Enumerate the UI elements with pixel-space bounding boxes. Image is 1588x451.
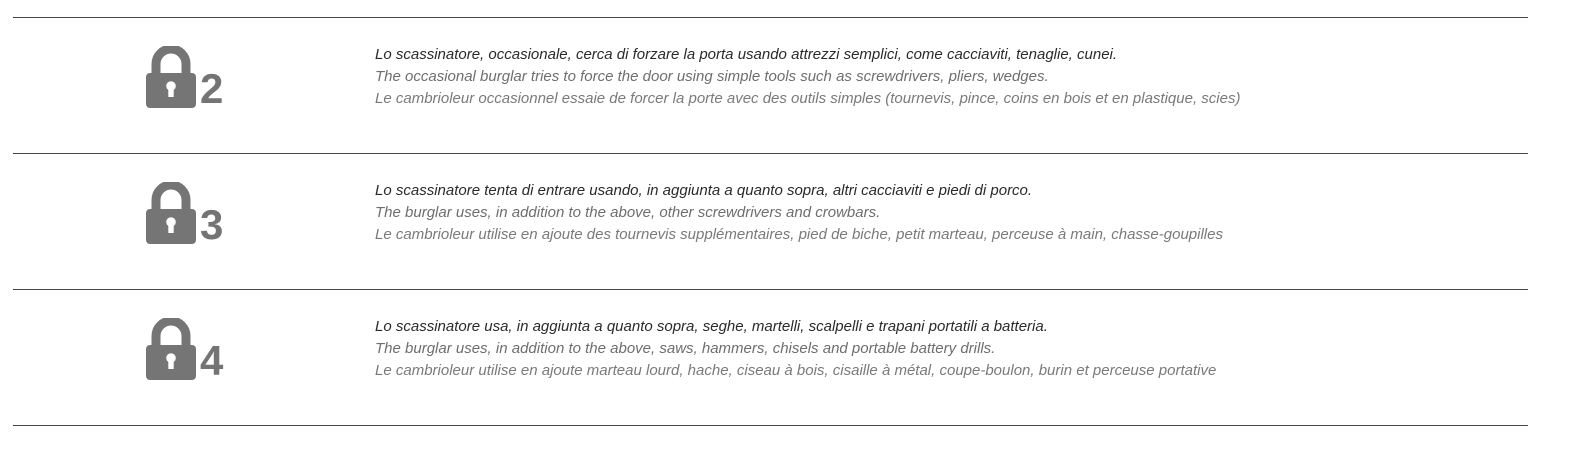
description-italian: Lo scassinatore usa, in aggiunta a quanto sopra, seghe, martelli, scalpelli e trapani portatili a batteria. [375, 318, 1048, 335]
description-block [375, 44, 1515, 110]
security-level-badge [146, 46, 256, 112]
security-level-row [13, 154, 1528, 290]
description-french: Le cambrioleur occasionnel essaie de forcer la porte avec des outils simples (tournevis, pince, coins en bois et en plastique, scies) [375, 90, 1241, 107]
description-italian: Lo scassinatore tenta di entrare usando, in aggiunta a quanto sopra, altri cacciaviti e piedi di porco. [375, 182, 1033, 199]
security-level-badge [146, 182, 256, 248]
description-french: Le cambrioleur utilise en ajoute marteau lourd, hache, ciseau à bois, cisaille à métal, coupe-boulon, burin et perceuse portative [375, 362, 1217, 379]
security-level-row [13, 18, 1528, 154]
description-block [375, 180, 1515, 246]
padlock-icon [146, 46, 196, 108]
description-english: The burglar uses, in addition to the above, saws, hammers, chisels and portable battery drills. [375, 340, 996, 357]
description-block [375, 316, 1515, 382]
description-english: The burglar uses, in addition to the above, other screwdrivers and crowbars. [375, 204, 881, 221]
description-italian: Lo scassinatore, occasionale, cerca di forzare la porta usando attrezzi semplici, come cacciaviti, tenaglie, cunei. [375, 46, 1118, 63]
description-french: Le cambrioleur utilise en ajoute des tournevis supplémentaires, pied de biche, petit marteau, perceuse à main, chasse-goupilles [375, 226, 1223, 243]
security-level-row [13, 290, 1528, 426]
security-level-badge [146, 318, 256, 384]
description-english: The occasional burglar tries to force the door using simple tools such as screwdrivers, pliers, wedges. [375, 68, 1049, 85]
padlock-icon [146, 318, 196, 380]
security-level-number: 2 [200, 65, 223, 112]
padlock-icon [146, 182, 196, 244]
security-level-number: 3 [200, 201, 223, 248]
security-level-number: 4 [200, 337, 223, 384]
